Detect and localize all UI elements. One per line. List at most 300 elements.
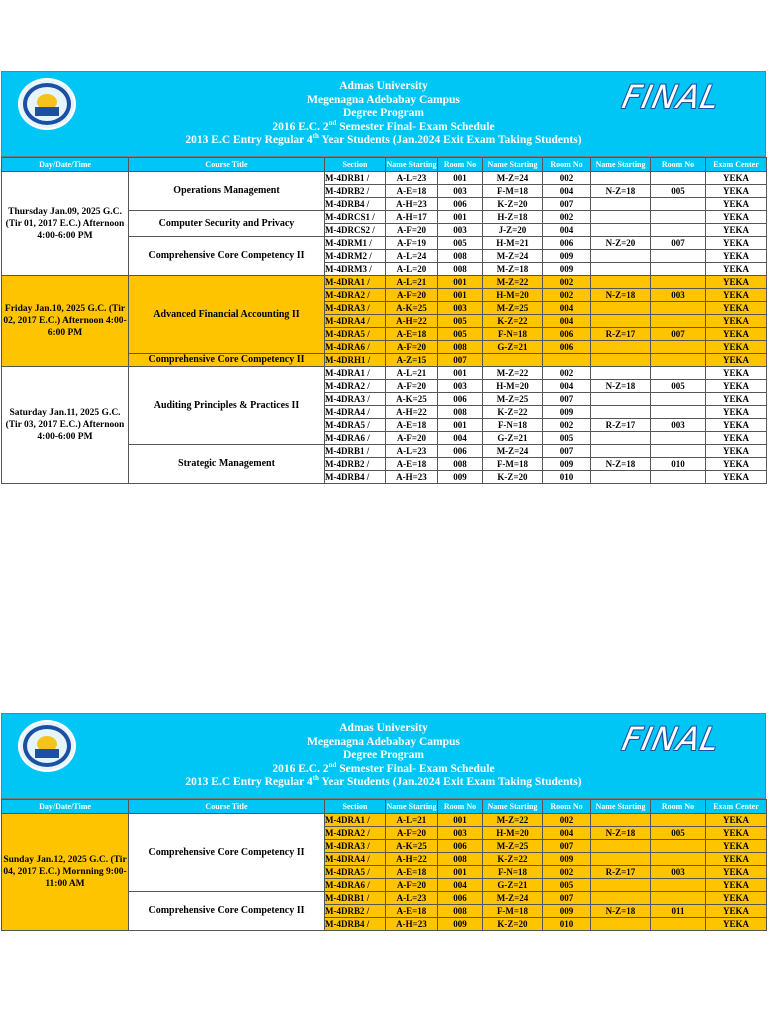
name-starting-1-cell: A-L=20 — [386, 263, 438, 276]
name-starting-3-cell — [591, 341, 651, 354]
column-header: Name Starting — [483, 800, 543, 814]
name-starting-1-cell: A-H=23 — [386, 918, 438, 931]
schedule-page-1 — [1, 71, 766, 484]
name-starting-1-cell: A-F=20 — [386, 432, 438, 445]
room-no-1-cell: 001 — [438, 276, 483, 289]
name-starting-1-cell: A-H=22 — [386, 406, 438, 419]
name-starting-3-cell — [591, 853, 651, 866]
name-starting-3-cell — [591, 250, 651, 263]
exam-center-cell: YEKA — [706, 224, 767, 237]
name-starting-3-cell — [591, 892, 651, 905]
section-cell: M-4DRA3 / — [325, 393, 386, 406]
section-cell: M-4DRB4 / — [325, 198, 386, 211]
room-no-3-cell — [651, 432, 706, 445]
exam-center-cell: YEKA — [706, 380, 767, 393]
name-starting-2-cell: H-M=20 — [483, 380, 543, 393]
name-starting-3-cell — [591, 918, 651, 931]
room-no-3-cell: 005 — [651, 380, 706, 393]
room-no-3-cell — [651, 263, 706, 276]
room-no-1-cell: 004 — [438, 879, 483, 892]
course-title: Advanced Financial Accounting II — [129, 276, 325, 354]
room-no-2-cell: 006 — [543, 237, 591, 250]
room-no-2-cell: 005 — [543, 879, 591, 892]
room-no-1-cell: 004 — [438, 432, 483, 445]
schedule-table — [1, 157, 767, 484]
room-no-3-cell — [651, 393, 706, 406]
room-no-2-cell: 010 — [543, 918, 591, 931]
exam-center-cell: YEKA — [706, 419, 767, 432]
exam-center-cell: YEKA — [706, 185, 767, 198]
room-no-1-cell: 003 — [438, 827, 483, 840]
name-starting-3-cell — [591, 432, 651, 445]
room-no-3-cell: 007 — [651, 237, 706, 250]
name-starting-3-cell: N-Z=18 — [591, 289, 651, 302]
room-no-3-cell: 003 — [651, 419, 706, 432]
room-no-2-cell: 002 — [543, 211, 591, 224]
name-starting-3-cell: N-Z=18 — [591, 905, 651, 918]
exam-center-cell: YEKA — [706, 879, 767, 892]
name-starting-1-cell: A-H=23 — [386, 198, 438, 211]
name-starting-2-cell: G-Z=21 — [483, 879, 543, 892]
section-cell: M-4DRA5 / — [325, 419, 386, 432]
exam-center-cell: YEKA — [706, 905, 767, 918]
section-cell: M-4DRA5 / — [325, 328, 386, 341]
room-no-1-cell: 001 — [438, 367, 483, 380]
section-cell: M-4DRA4 / — [325, 853, 386, 866]
course-title: Operations Management — [129, 172, 325, 211]
course-title: Strategic Management — [129, 445, 325, 484]
section-cell: M-4DRCS1 / — [325, 211, 386, 224]
entry-title: 2013 E.C Entry Regular 4th Year Students (Jan.2024 Exit Exam Taking Students) — [185, 774, 582, 788]
name-starting-3-cell: N-Z=18 — [591, 827, 651, 840]
exam-center-cell: YEKA — [706, 198, 767, 211]
room-no-2-cell: 007 — [543, 445, 591, 458]
name-starting-2-cell: G-Z=21 — [483, 432, 543, 445]
name-starting-3-cell — [591, 367, 651, 380]
room-no-3-cell — [651, 198, 706, 211]
name-starting-1-cell: A-L=21 — [386, 814, 438, 827]
name-starting-2-cell: F-M=18 — [483, 905, 543, 918]
name-starting-2-cell: M-Z=22 — [483, 276, 543, 289]
name-starting-2-cell: K-Z=22 — [483, 853, 543, 866]
room-no-3-cell: 005 — [651, 827, 706, 840]
name-starting-3-cell: R-Z=17 — [591, 328, 651, 341]
column-header: Day/Date/Time — [2, 800, 129, 814]
exam-center-cell: YEKA — [706, 445, 767, 458]
section-cell: M-4DRH1 / — [325, 354, 386, 367]
room-no-3-cell — [651, 367, 706, 380]
section-cell: M-4DRB1 / — [325, 445, 386, 458]
section-cell: M-4DRA2 / — [325, 380, 386, 393]
name-starting-3-cell — [591, 315, 651, 328]
university-name: Admas University — [339, 722, 428, 734]
room-no-2-cell: 002 — [543, 866, 591, 879]
room-no-3-cell — [651, 315, 706, 328]
name-starting-2-cell: J-Z=20 — [483, 224, 543, 237]
name-starting-1-cell: A-L=24 — [386, 250, 438, 263]
exam-center-cell: YEKA — [706, 406, 767, 419]
name-starting-3-cell: N-Z=18 — [591, 380, 651, 393]
table-row — [2, 814, 767, 827]
room-no-3-cell — [651, 211, 706, 224]
column-header: Room No — [438, 800, 483, 814]
exam-center-cell: YEKA — [706, 341, 767, 354]
exam-center-cell: YEKA — [706, 237, 767, 250]
name-starting-2-cell: K-Z=22 — [483, 406, 543, 419]
room-no-3-cell — [651, 918, 706, 931]
name-starting-2-cell: F-M=18 — [483, 185, 543, 198]
room-no-2-cell: 006 — [543, 328, 591, 341]
name-starting-3-cell — [591, 198, 651, 211]
section-cell: M-4DRA1 / — [325, 814, 386, 827]
exam-center-cell: YEKA — [706, 432, 767, 445]
day-date-time: Sunday Jan.12, 2025 G.C. (Tir 04, 2017 E.C.) Mornning 9:00-11:00 AM — [2, 814, 129, 931]
exam-center-cell: YEKA — [706, 393, 767, 406]
room-no-2-cell: 007 — [543, 892, 591, 905]
room-no-2-cell: 002 — [543, 367, 591, 380]
room-no-1-cell: 001 — [438, 419, 483, 432]
course-title: Auditing Principles & Practices II — [129, 367, 325, 445]
name-starting-1-cell: A-E=18 — [386, 866, 438, 879]
room-no-2-cell: 004 — [543, 315, 591, 328]
schedule-page-2 — [1, 713, 766, 931]
column-header: Course Title — [129, 158, 325, 172]
name-starting-3-cell — [591, 211, 651, 224]
name-starting-1-cell: A-F=20 — [386, 827, 438, 840]
room-no-3-cell — [651, 892, 706, 905]
exam-center-cell: YEKA — [706, 918, 767, 931]
exam-center-cell: YEKA — [706, 866, 767, 879]
section-cell: M-4DRCS2 / — [325, 224, 386, 237]
name-starting-2-cell: F-N=18 — [483, 419, 543, 432]
room-no-2-cell: 007 — [543, 393, 591, 406]
section-cell: M-4DRB4 / — [325, 471, 386, 484]
column-header: Room No — [438, 158, 483, 172]
room-no-1-cell: 008 — [438, 341, 483, 354]
room-no-3-cell: 007 — [651, 328, 706, 341]
section-cell: M-4DRA1 / — [325, 276, 386, 289]
name-starting-1-cell: A-F=20 — [386, 289, 438, 302]
name-starting-2-cell: H-M=20 — [483, 827, 543, 840]
room-no-1-cell: 003 — [438, 185, 483, 198]
name-starting-3-cell: R-Z=17 — [591, 419, 651, 432]
name-starting-1-cell: A-L=23 — [386, 892, 438, 905]
room-no-1-cell: 005 — [438, 237, 483, 250]
section-cell: M-4DRM1 / — [325, 237, 386, 250]
schedule-header — [1, 71, 766, 157]
name-starting-3-cell: N-Z=18 — [591, 185, 651, 198]
exam-center-cell: YEKA — [706, 289, 767, 302]
name-starting-1-cell: A-K=25 — [386, 302, 438, 315]
section-cell: M-4DRA5 / — [325, 866, 386, 879]
name-starting-2-cell: M-Z=18 — [483, 263, 543, 276]
column-header: Room No — [543, 158, 591, 172]
room-no-3-cell — [651, 224, 706, 237]
room-no-3-cell: 005 — [651, 185, 706, 198]
name-starting-1-cell: A-E=18 — [386, 458, 438, 471]
column-header: Exam Center — [706, 800, 767, 814]
program-name: Degree Program — [343, 107, 424, 119]
room-no-1-cell: 001 — [438, 211, 483, 224]
room-no-3-cell — [651, 879, 706, 892]
exam-center-cell: YEKA — [706, 302, 767, 315]
exam-center-cell: YEKA — [706, 276, 767, 289]
section-cell: M-4DRB1 / — [325, 172, 386, 185]
name-starting-1-cell: A-H=17 — [386, 211, 438, 224]
room-no-1-cell: 008 — [438, 250, 483, 263]
column-header: Room No — [651, 158, 706, 172]
room-no-3-cell: 003 — [651, 289, 706, 302]
campus-name: Megenagna Adebabay Campus — [307, 735, 460, 748]
name-starting-2-cell: M-Z=22 — [483, 814, 543, 827]
column-header: Name Starting — [386, 158, 438, 172]
room-no-2-cell: 002 — [543, 276, 591, 289]
room-no-2-cell: 004 — [543, 302, 591, 315]
name-starting-1-cell: A-F=20 — [386, 341, 438, 354]
name-starting-3-cell — [591, 840, 651, 853]
column-header: Name Starting — [483, 158, 543, 172]
room-no-1-cell: 007 — [438, 354, 483, 367]
section-cell: M-4DRB2 / — [325, 458, 386, 471]
room-no-3-cell: 003 — [651, 866, 706, 879]
program-name: Degree Program — [343, 749, 424, 761]
name-starting-2-cell: M-Z=24 — [483, 250, 543, 263]
exam-center-cell: YEKA — [706, 458, 767, 471]
room-no-3-cell — [651, 341, 706, 354]
room-no-2-cell: 009 — [543, 853, 591, 866]
column-header: Name Starting — [591, 158, 651, 172]
section-cell: M-4DRA3 / — [325, 840, 386, 853]
course-title: Comprehensive Core Competency II — [129, 237, 325, 276]
name-starting-3-cell: N-Z=18 — [591, 458, 651, 471]
name-starting-3-cell — [591, 879, 651, 892]
name-starting-2-cell: M-Z=24 — [483, 892, 543, 905]
section-cell: M-4DRA4 / — [325, 406, 386, 419]
room-no-2-cell: 006 — [543, 341, 591, 354]
name-starting-2-cell: K-Z=20 — [483, 198, 543, 211]
course-title: Comprehensive Core Competency II — [129, 814, 325, 892]
final-stamp: FINAL — [618, 78, 724, 116]
room-no-1-cell: 009 — [438, 471, 483, 484]
room-no-3-cell — [651, 354, 706, 367]
exam-center-cell: YEKA — [706, 211, 767, 224]
exam-center-cell: YEKA — [706, 367, 767, 380]
name-starting-2-cell: G-Z=21 — [483, 341, 543, 354]
exam-center-cell: YEKA — [706, 827, 767, 840]
exam-center-cell: YEKA — [706, 263, 767, 276]
name-starting-2-cell: K-Z=20 — [483, 471, 543, 484]
name-starting-1-cell: A-F=20 — [386, 224, 438, 237]
table-row — [2, 276, 767, 289]
room-no-1-cell: 006 — [438, 892, 483, 905]
room-no-3-cell: 010 — [651, 458, 706, 471]
name-starting-2-cell: H-M=21 — [483, 237, 543, 250]
name-starting-2-cell: F-N=18 — [483, 866, 543, 879]
room-no-2-cell: 005 — [543, 432, 591, 445]
room-no-2-cell: 007 — [543, 840, 591, 853]
schedule-title: 2016 E.C. 2nd Semester Final- Exam Schedule — [272, 118, 495, 133]
room-no-1-cell: 003 — [438, 380, 483, 393]
day-date-time: Friday Jan.10, 2025 G.C. (Tir 02, 2017 E.C.) Afternoon 4:00-6:00 PM — [2, 276, 129, 367]
section-cell: M-4DRA3 / — [325, 302, 386, 315]
day-date-time: Saturday Jan.11, 2025 G.C. (Tir 03, 2017 E.C.) Afternoon 4:00-6:00 PM — [2, 367, 129, 484]
name-starting-3-cell — [591, 393, 651, 406]
room-no-2-cell: 002 — [543, 289, 591, 302]
column-header: Section — [325, 158, 386, 172]
room-no-1-cell: 008 — [438, 853, 483, 866]
name-starting-1-cell: A-L=23 — [386, 172, 438, 185]
column-header: Room No — [651, 800, 706, 814]
name-starting-3-cell — [591, 445, 651, 458]
name-starting-3-cell — [591, 263, 651, 276]
course-title: Comprehensive Core Competency II — [129, 892, 325, 931]
name-starting-2-cell: M-Z=25 — [483, 302, 543, 315]
column-header: Name Starting — [386, 800, 438, 814]
exam-center-cell: YEKA — [706, 354, 767, 367]
room-no-2-cell: 004 — [543, 380, 591, 393]
name-starting-1-cell: A-H=22 — [386, 315, 438, 328]
room-no-1-cell: 008 — [438, 458, 483, 471]
name-starting-3-cell — [591, 354, 651, 367]
room-no-3-cell — [651, 853, 706, 866]
room-no-3-cell — [651, 840, 706, 853]
section-cell: M-4DRA6 / — [325, 879, 386, 892]
name-starting-1-cell: A-K=25 — [386, 393, 438, 406]
name-starting-1-cell: A-E=18 — [386, 905, 438, 918]
name-starting-2-cell: K-Z=22 — [483, 315, 543, 328]
name-starting-2-cell: F-M=18 — [483, 458, 543, 471]
column-header: Room No — [543, 800, 591, 814]
room-no-1-cell: 003 — [438, 302, 483, 315]
exam-center-cell: YEKA — [706, 328, 767, 341]
exam-center-cell: YEKA — [706, 315, 767, 328]
name-starting-3-cell — [591, 302, 651, 315]
name-starting-3-cell — [591, 276, 651, 289]
room-no-1-cell: 009 — [438, 918, 483, 931]
name-starting-2-cell: M-Z=25 — [483, 840, 543, 853]
name-starting-1-cell: A-E=18 — [386, 328, 438, 341]
exam-center-cell: YEKA — [706, 172, 767, 185]
exam-center-cell: YEKA — [706, 840, 767, 853]
exam-center-cell: YEKA — [706, 250, 767, 263]
name-starting-3-cell — [591, 814, 651, 827]
exam-center-cell: YEKA — [706, 814, 767, 827]
room-no-2-cell: 004 — [543, 185, 591, 198]
room-no-3-cell — [651, 814, 706, 827]
name-starting-1-cell: A-L=21 — [386, 276, 438, 289]
section-cell: M-4DRM3 / — [325, 263, 386, 276]
room-no-3-cell — [651, 445, 706, 458]
column-header: Exam Center — [706, 158, 767, 172]
name-starting-2-cell: M-Z=24 — [483, 445, 543, 458]
column-header: Course Title — [129, 800, 325, 814]
room-no-2-cell: 009 — [543, 263, 591, 276]
course-title: Computer Security and Privacy — [129, 211, 325, 237]
room-no-1-cell: 005 — [438, 328, 483, 341]
name-starting-2-cell: M-Z=25 — [483, 393, 543, 406]
room-no-3-cell — [651, 250, 706, 263]
room-no-1-cell: 001 — [438, 172, 483, 185]
campus-name: Megenagna Adebabay Campus — [307, 93, 460, 106]
room-no-1-cell: 006 — [438, 445, 483, 458]
schedule-table — [1, 799, 767, 931]
column-header: Section — [325, 800, 386, 814]
room-no-1-cell: 006 — [438, 198, 483, 211]
exam-center-cell: YEKA — [706, 892, 767, 905]
section-cell: M-4DRA6 / — [325, 432, 386, 445]
room-no-3-cell — [651, 172, 706, 185]
name-starting-2-cell: K-Z=20 — [483, 918, 543, 931]
room-no-3-cell — [651, 406, 706, 419]
section-cell: M-4DRA2 / — [325, 827, 386, 840]
name-starting-2-cell: H-M=20 — [483, 289, 543, 302]
section-cell: M-4DRB2 / — [325, 185, 386, 198]
university-name: Admas University — [339, 80, 428, 92]
room-no-1-cell: 001 — [438, 866, 483, 879]
day-date-time: Thursday Jan.09, 2025 G.C. (Tir 01, 2017 E.C.) Afternoon 4:00-6:00 PM — [2, 172, 129, 276]
room-no-3-cell — [651, 471, 706, 484]
section-cell: M-4DRB2 / — [325, 905, 386, 918]
room-no-2-cell: 009 — [543, 905, 591, 918]
room-no-2-cell — [543, 354, 591, 367]
room-no-3-cell: 011 — [651, 905, 706, 918]
name-starting-2-cell — [483, 354, 543, 367]
room-no-2-cell: 009 — [543, 406, 591, 419]
room-no-1-cell: 001 — [438, 289, 483, 302]
schedule-header — [1, 713, 766, 799]
room-no-1-cell: 008 — [438, 263, 483, 276]
section-cell: M-4DRB4 / — [325, 918, 386, 931]
section-cell: M-4DRA4 / — [325, 315, 386, 328]
section-cell: M-4DRA6 / — [325, 341, 386, 354]
section-cell: M-4DRM2 / — [325, 250, 386, 263]
final-stamp: FINAL — [618, 720, 724, 758]
name-starting-2-cell: F-N=18 — [483, 328, 543, 341]
name-starting-1-cell: A-H=23 — [386, 471, 438, 484]
entry-title: 2013 E.C Entry Regular 4th Year Students (Jan.2024 Exit Exam Taking Students) — [185, 132, 582, 146]
name-starting-2-cell: H-Z=18 — [483, 211, 543, 224]
course-title: Comprehensive Core Competency II — [129, 354, 325, 367]
room-no-1-cell: 008 — [438, 905, 483, 918]
schedule-title: 2016 E.C. 2nd Semester Final- Exam Schedule — [272, 760, 495, 775]
name-starting-1-cell: A-F=20 — [386, 380, 438, 393]
room-no-2-cell: 004 — [543, 224, 591, 237]
name-starting-1-cell: A-F=19 — [386, 237, 438, 250]
section-cell: M-4DRB1 / — [325, 892, 386, 905]
room-no-1-cell: 003 — [438, 224, 483, 237]
table-row — [2, 367, 767, 380]
room-no-1-cell: 006 — [438, 840, 483, 853]
name-starting-2-cell: M-Z=24 — [483, 172, 543, 185]
name-starting-1-cell: A-F=20 — [386, 879, 438, 892]
column-header: Day/Date/Time — [2, 158, 129, 172]
section-cell: M-4DRA2 / — [325, 289, 386, 302]
name-starting-3-cell — [591, 172, 651, 185]
room-no-2-cell: 002 — [543, 814, 591, 827]
room-no-2-cell: 002 — [543, 419, 591, 432]
name-starting-3-cell: N-Z=20 — [591, 237, 651, 250]
room-no-1-cell: 006 — [438, 393, 483, 406]
room-no-3-cell — [651, 276, 706, 289]
room-no-1-cell: 005 — [438, 315, 483, 328]
room-no-1-cell: 008 — [438, 406, 483, 419]
name-starting-3-cell — [591, 224, 651, 237]
name-starting-3-cell — [591, 471, 651, 484]
name-starting-1-cell: A-E=18 — [386, 185, 438, 198]
room-no-2-cell: 002 — [543, 172, 591, 185]
name-starting-1-cell: A-E=18 — [386, 419, 438, 432]
table-row — [2, 172, 767, 185]
